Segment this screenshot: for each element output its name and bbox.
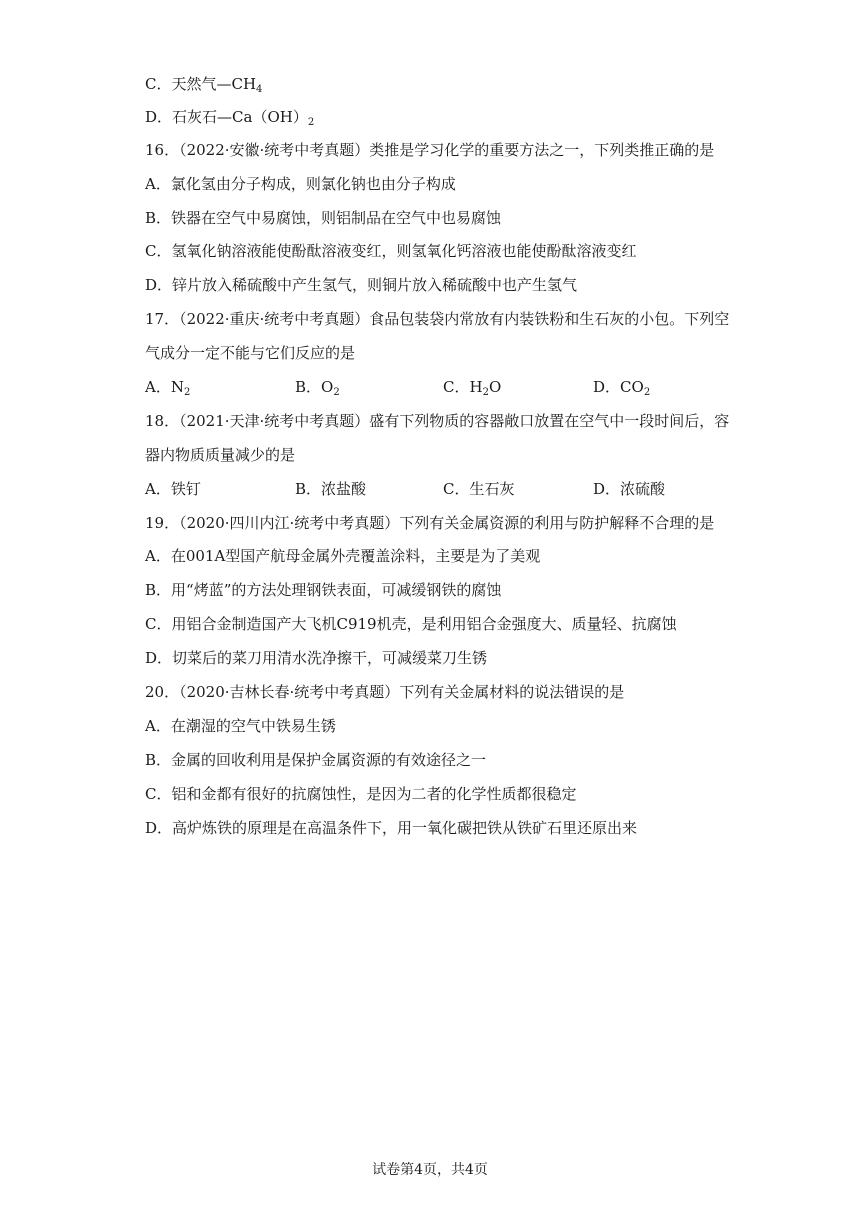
question-16-option-b: B．铁器在空气中易腐蚀，则铝制品在空气中也易腐蚀 [145,209,502,227]
question-17-option-b: B．$O_2$ [295,378,340,398]
question-19-option-d: D．切菜后的菜刀用清水洗净擦干，可减缓菜刀生锈 [145,649,488,667]
question-16-option-a: A．氯化氢由分子构成，则氯化钠也由分子构成 [145,175,456,193]
q15-option-c: C．天然气$—CH_4$ [145,75,263,95]
question-20-option-a: A．在潮湿的空气中铁易生锈 [145,717,336,735]
question-19-option-b: B．用“烤蓝”的方法处理钢铁表面，可减缓钢铁的腐蚀 [145,581,502,599]
question-19-stem: 19．（2020·四川内江·统考中考真题）下列有关金属资源的利用与防护解释不合理的是 [145,514,715,532]
question-17-option-c: C．$H_2O$ [443,378,502,398]
question-18-stem-line2: 器内物质质量减少的是 [145,446,296,464]
q15-option-d: D．石灰石$—Ca(OH)_2$ [145,108,315,128]
question-17-option-d: D．$CO_2$ [593,378,651,398]
question-16-option-c: C．氢氧化钠溶液能使酚酞溶液变红，则氢氧化钙溶液也能使酚酞溶液变红 [145,242,637,260]
question-16-stem: 16．（2022·安徽·统考中考真题）类推是学习化学的重要方法之一，下列类推正确的是 [145,141,715,159]
question-18-option-d: D．浓硫酸 [593,480,666,498]
question-18-option-a: A．铁钉 [145,480,201,498]
question-19-option-c: C．用铝合金制造国产大飞机C919机壳，是利用铝合金强度大、质量轻、抗腐蚀 [145,615,677,633]
question-17-stem-line1: 17．（2022·重庆·统考中考真题）食品包装袋内常放有内装铁粉和生石灰的小包。下列空 [145,310,730,328]
question-18-option-b: B．浓盐酸 [295,480,367,498]
question-20-option-c: C．铝和金都有很好的抗腐蚀性，是因为二者的化学性质都很稳定 [145,785,577,803]
question-18-options [145,479,745,499]
question-17-option-a: A．$N_2$ [145,378,191,398]
question-20-option-b: B．金属的回收利用是保护金属资源的有效途径之一 [145,751,487,769]
question-18-stem-line1: 18．（2021·天津·统考中考真题）盛有下列物质的容器敞口放置在空气中一段时间后，容 [145,412,730,430]
question-18-option-c: C．生石灰 [443,480,515,498]
question-17-stem-line2: 气成分一定不能与它们反应的是 [145,344,356,362]
question-16-option-d: D．锌片放入稀硫酸中产生氢气，则铜片放入稀硫酸中也产生氢气 [145,276,578,294]
question-20-option-d: D．高炉炼铁的原理是在高温条件下，用一氧化碳把铁从铁矿石里还原出来 [145,819,638,837]
page-footer: 试卷第4页，共4页 [372,1162,488,1178]
question-20-stem: 20．（2020·吉林长春·统考中考真题）下列有关金属材料的说法错误的是 [145,683,625,701]
question-19-option-a: A．在001A型国产航母金属外壳覆盖涂料，主要是为了美观 [145,547,541,565]
question-17-options [145,377,745,397]
